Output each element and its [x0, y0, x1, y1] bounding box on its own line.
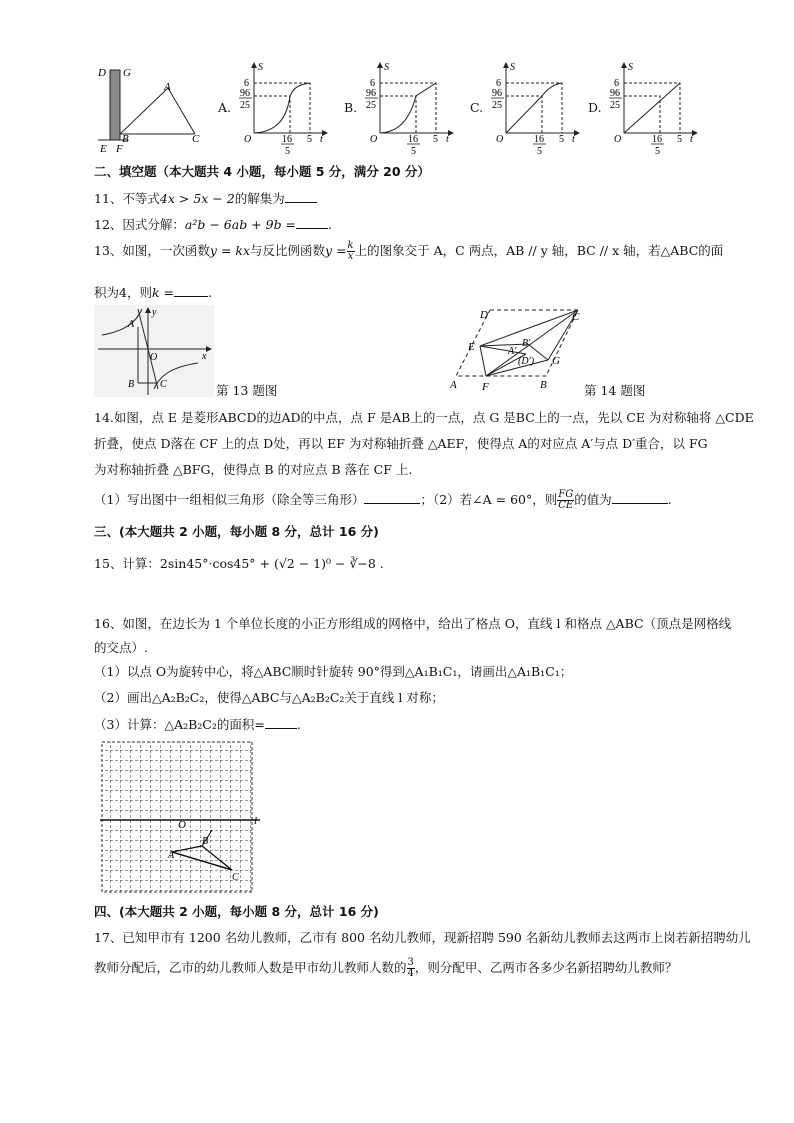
q10-option-c-graph	[484, 58, 584, 158]
svg-text:O: O	[370, 134, 378, 145]
svg-text:6: 6	[370, 78, 375, 89]
q11-answer-blank[interactable]	[285, 190, 317, 203]
svg-text:25: 25	[610, 100, 620, 111]
svg-text:t: t	[690, 134, 693, 145]
q10-option-c[interactable]	[464, 58, 584, 158]
q14-parts: （1）写出图中一组相似三角形（除全等三角形） ；（2）若∠A = 60°，则 $\frac{FG}{CE}$ 的值为 .	[94, 489, 672, 511]
q10-option-b-graph	[358, 58, 458, 158]
q16-grid	[100, 740, 260, 896]
q10-label-A: A	[164, 81, 171, 93]
svg-text:O: O	[178, 819, 186, 831]
q13-answer-blank[interactable]	[174, 284, 208, 297]
svg-text:O: O	[614, 134, 622, 145]
svg-text:E: E	[468, 341, 475, 353]
svg-text:5: 5	[411, 146, 416, 157]
svg-text:B': B'	[522, 338, 531, 349]
svg-text:16: 16	[282, 134, 292, 145]
q10-label-D: D	[98, 67, 106, 79]
q10-option-a[interactable]	[212, 58, 332, 158]
svg-text:25: 25	[240, 100, 250, 111]
svg-text:5: 5	[677, 134, 682, 145]
q10-option-b-letter: B.	[344, 100, 358, 115]
q10-option-a-graph	[232, 58, 332, 158]
fig13-caption: 第 13 题图	[216, 383, 278, 398]
svg-text:O: O	[244, 134, 252, 145]
svg-text:O: O	[150, 352, 158, 363]
svg-text:A: A	[450, 379, 457, 391]
svg-text:t: t	[320, 134, 323, 145]
q10-option-b[interactable]	[338, 58, 458, 158]
svg-text:S: S	[510, 62, 515, 73]
svg-text:y: y	[152, 307, 157, 318]
q14-line3: 为对称轴折叠 △BFG，使得点 B 的对应点 B 落在 CF 上.	[94, 462, 413, 477]
svg-text:F: F	[482, 381, 489, 392]
section4-heading: 四、(本大题共 2 小题，每小题 8 分，总计 16 分)	[94, 904, 379, 919]
section2-heading: 二、填空题（本大题共 4 小题，每小题 5 分，满分 20 分）	[94, 164, 430, 179]
q10-label-F: F	[116, 143, 123, 155]
svg-text:S: S	[628, 62, 633, 73]
q16-part3: （3）计算：△A₂B₂C₂的面积= .	[94, 717, 301, 732]
svg-text:S: S	[384, 62, 389, 73]
svg-text:D: D	[480, 309, 488, 321]
section3-heading: 三、(本大题共 2 小题，每小题 8 分，总计 16 分)	[94, 524, 379, 539]
svg-text:25: 25	[366, 100, 376, 111]
svg-text:t: t	[572, 134, 575, 145]
q16-line1: 16、如图，在边长为 1 个单位长度的小正方形组成的网格中，给出了格点 O，直线 l 和格点 △ABC（顶点是网格线	[94, 616, 732, 631]
svg-text:S: S	[258, 62, 263, 73]
svg-text:16: 16	[408, 134, 418, 145]
q13-fraction: $\frac{k}{x}$	[347, 240, 354, 262]
q10-option-d[interactable]	[588, 58, 708, 158]
q14-answer1-blank[interactable]	[364, 491, 420, 504]
svg-text:l: l	[254, 815, 258, 827]
svg-text:5: 5	[559, 134, 564, 145]
q16-part2: （2）画出△A₂B₂C₂，使得△ABC与△A₂B₂C₂关于直线 l 对称；	[94, 690, 444, 705]
q10-option-d-letter: D.	[588, 100, 602, 115]
svg-text:96: 96	[366, 88, 376, 99]
svg-text:5: 5	[433, 134, 438, 145]
fig14-graph	[448, 306, 588, 392]
q17-line2: 教师分配后，乙市的幼儿教师人数是甲市幼儿教师人数的 $\frac{3}{4}$ ，则分配甲、乙两市各多少名新招聘幼儿教师？	[94, 957, 678, 979]
q13-line1: 13、如图，一次函数y = kx与反比例函数y = $\frac{k}{x}$ 上的图象交于 A，C 两点，AB // y 轴，BC // x 轴，若△ABC的面	[94, 240, 724, 262]
svg-text:(D'): (D')	[518, 356, 535, 367]
svg-text:A': A'	[508, 346, 517, 357]
q17-fraction: $\frac{3}{4}$	[407, 957, 414, 979]
q10-label-B: B	[122, 133, 129, 145]
q15: 15、计算：2sin45°·cos45° + (√2 − 1)⁰ − ∛−8 .	[94, 556, 384, 571]
q10-option-d-graph	[602, 58, 702, 158]
svg-text:96: 96	[610, 88, 620, 99]
svg-text:A: A	[128, 319, 135, 330]
q14-fraction: $\frac{FG}{CE}$	[558, 489, 574, 511]
q11: 11、不等式4x > 5x − 2的解集为	[94, 190, 317, 207]
fig13-graph	[94, 305, 214, 397]
svg-text:C: C	[232, 872, 239, 883]
svg-text:16: 16	[652, 134, 662, 145]
svg-text:16: 16	[534, 134, 544, 145]
svg-text:A: A	[168, 850, 175, 861]
svg-text:25: 25	[492, 100, 502, 111]
svg-text:6: 6	[244, 78, 249, 89]
svg-text:t: t	[446, 134, 449, 145]
q10-options	[212, 58, 702, 158]
svg-text:C: C	[160, 379, 167, 390]
svg-text:B: B	[202, 836, 209, 847]
svg-text:96: 96	[240, 88, 250, 99]
svg-text:G: G	[552, 355, 560, 367]
q17-line1: 17、已知甲市有 1200 名幼儿教师，乙市有 800 名幼儿教师，现新招聘 590 名新幼儿教师去这两市上岗若新招聘幼儿	[94, 930, 751, 945]
svg-text:5: 5	[655, 146, 660, 157]
svg-text:6: 6	[496, 78, 501, 89]
fig14-caption: 第 14 题图	[584, 383, 646, 398]
svg-text:O: O	[496, 134, 504, 145]
svg-text:5: 5	[537, 146, 542, 157]
svg-text:5: 5	[285, 146, 290, 157]
svg-text:B: B	[540, 379, 547, 391]
q14-line2: 折叠，使点 D落在 CF 上的点 D处，再以 EF 为对称轴折叠 △AEF，使得点 A的对应点 A′与点 D′重合，以 FG	[94, 436, 708, 451]
svg-text:x: x	[202, 351, 207, 362]
q16-answer-blank[interactable]	[265, 716, 297, 729]
svg-text:B: B	[128, 379, 135, 390]
q10-option-c-letter: C.	[470, 100, 484, 115]
svg-text:6: 6	[614, 78, 619, 89]
svg-text:96: 96	[492, 88, 502, 99]
q13-line2: 积为4，则k = .	[94, 285, 212, 300]
q10-label-C: C	[192, 133, 200, 145]
q10-label-E: E	[100, 143, 107, 155]
svg-text:5: 5	[307, 134, 312, 145]
svg-text:C: C	[572, 311, 580, 323]
q14-answer2-blank[interactable]	[612, 491, 668, 504]
q16-line2: 的交点）.	[94, 640, 148, 655]
q10-label-G: G	[123, 67, 131, 79]
q12-answer-blank[interactable]	[296, 216, 328, 229]
q14-line1: 14.如图，点 E 是菱形ABCD的边AD的中点，点 F 是AB上的一点，点 G 是BC上的一点，先以 CE 为对称轴将 △CDE	[94, 410, 754, 425]
q16-part1: （1）以点 O为旋转中心，将△ABC顺时针旋转 90°得到△A₁B₁C₁，请画出△A₁B₁C₁；	[94, 664, 573, 679]
q10-original-figure	[97, 67, 200, 155]
q12: 12、因式分解：a²b − 6ab + 9b = .	[94, 217, 333, 232]
q10-option-a-letter: A.	[218, 100, 232, 115]
